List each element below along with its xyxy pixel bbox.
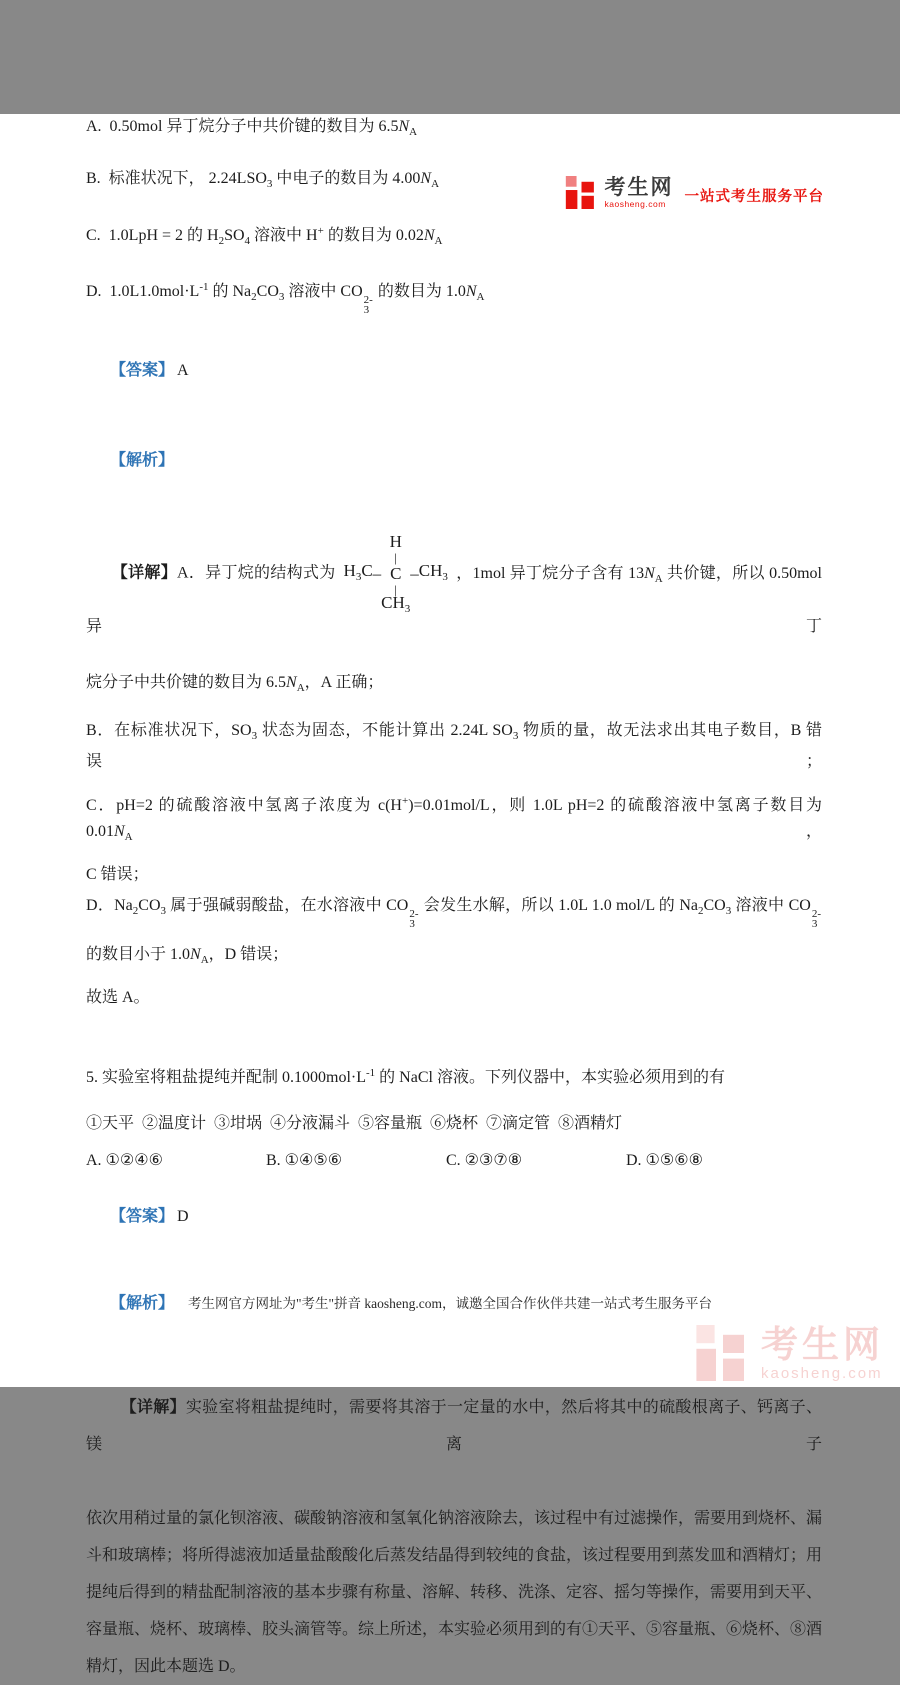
q4-detail-lineD2: 的数目小于 $1.0N_A$，D 错误； (86, 946, 289, 966)
q5-option-d: D. ①⑤⑥⑧ (626, 1152, 703, 1169)
brand-text (605, 177, 674, 209)
q4-detail-line2: 烷分子中共价键的数目为 $6.5N_A$，A 正确； (86, 674, 384, 694)
q5-detail-line-6: 精灯，因此本题选 D。 (86, 1658, 246, 1675)
isobutane-structural-formula (344, 534, 448, 614)
q5-detail-line-5: 容量瓶、烧杯、玻璃棒、胶头滴管等。综上所述，本实验必须用到的有①天平、⑤容量瓶、⑥烧杯、⑧酒 (86, 1621, 823, 1638)
brand-tagline: 一站式考生服务平台 (684, 189, 824, 205)
q5-options-row (86, 1148, 822, 1174)
analysis-label: 【解析】 (110, 452, 175, 469)
answer-label: 【答案】 (110, 1208, 175, 1225)
q5-detail (86, 1352, 822, 1685)
formula-bond-right: – (410, 564, 419, 583)
formula-bond-vertical-top: | (394, 550, 398, 565)
q4-detail-lineD: D．$Na_2CO_3$ 属于强碱弱酸盐，在水溶液中 CO 2- 3 会发生水解，所以 1.0L 1.0 mol/L 的 $Na_2CO_3$ 溶液中 CO 2- 3 (86, 897, 821, 930)
exam-page (0, 114, 900, 1675)
q4-detail-lineB: B．在标准状况下，$SO_3$ 状态为固态，不能计算出 2.24L $SO_3$ 物质的量，故无法求出其电子数目，B 错误； (86, 722, 822, 770)
formula-central-carbon: C (390, 564, 402, 583)
kaosheng-logo-icon (565, 176, 598, 209)
q4-answer-value: A (177, 362, 189, 379)
analysis-label: 【解析】 (110, 1295, 175, 1312)
q5-detail-line-2: 依次用稍过量的氯化钡溶液、碳酸钠溶液和氢氧化钠溶液除去，该过程中有过滤操作，需要用到烧杯、漏 (86, 1510, 823, 1527)
q4-answer-line (86, 332, 822, 410)
q4-detail-line1-prefix: A．异丁烷的结构式为 (177, 564, 336, 582)
watermark-name: 考生网 (761, 1323, 884, 1365)
q4-option-d: D. $1.0L1.0mol\cdot L^{-1}$ 的 $Na_2CO_3$ 溶液中 CO 2- 3 的数目为 $1.0N_A$ (86, 281, 485, 316)
q5-option-c: C. ②③⑦⑧ (446, 1152, 523, 1169)
q4-detail-line1 (86, 508, 826, 666)
site-logo (565, 176, 825, 209)
page-footer: 考生网官方网址为"考生"拼音 kaosheng.com，诚邀全国合作伙伴共建一站式考生服务平台 (187, 1296, 712, 1311)
q5-answer-value: D (177, 1208, 189, 1225)
brand-name: 考生网 (604, 175, 674, 199)
q5-items: ①天平 ②温度计 ③坩埚 ④分液漏斗 ⑤容量瓶 ⑥烧杯 ⑦滴定管 ⑧酒精灯 (86, 1115, 623, 1132)
detail-label: 【详解】 (120, 1399, 186, 1416)
kaosheng-watermark (695, 1325, 884, 1381)
formula-h3c-group: $H_3C$ (343, 561, 373, 583)
q4-detail-lineC2: C 错误； (86, 866, 149, 883)
q5-detail-line-4: 提纯后得到的精盐配制溶液的基本步骤有称量、溶解、转移、洗涤、定容、摇匀等操作，需要用到天平、 (86, 1584, 823, 1601)
q5-detail-line-1-text: 实验室将粗盐提纯时，需要将其溶于一定量的水中，然后将其中的硫酸根离子、钙离子、镁离子 (86, 1399, 822, 1453)
q5-option-b: B. ①④⑤⑥ (266, 1152, 343, 1169)
formula-bond-left: – (372, 564, 382, 583)
q4-detail-closing: 故选 A。 (86, 989, 150, 1006)
q5-stem: 5. 实验室将粗盐提纯并配制 $0.1000mol\cdot L^{-1}$ 的 NaCl 溶液。下列仪器中，本实验必须用到的有 (86, 1067, 725, 1086)
detail-label: 【详解】 (111, 564, 177, 582)
formula-h-top: H (389, 532, 402, 551)
formula-ch3-right-group: $CH_3$ (418, 561, 448, 583)
q4-detail-lineC: C．pH=2 的硫酸溶液中氢离子浓度为 c(H+)=0.01mol/L，则 1.0L pH=2 的硫酸溶液中氢离子数目为 $0.01N_A$， (86, 795, 826, 843)
q5-detail-line-3: 斗和玻璃棒；将所得滤液加适量盐酸酸化后蒸发结晶得到较纯的食盐，该过程要用到蒸发皿和酒精灯；用 (86, 1547, 823, 1564)
q5-option-a: A. ①②④⑥ (86, 1152, 163, 1169)
formula-ch3-bottom-group: $CH_3$ (381, 593, 411, 615)
q4-option-a: A. 0.50mol 异丁烷分子中共价键的数目为 $6.5N_A$ (86, 118, 418, 138)
document-body (0, 114, 900, 1685)
formula-bond-vertical-bottom: | (394, 582, 398, 597)
q5-answer-line (86, 1178, 822, 1256)
q4-detail-line1-suffix: ，1mol 异丁烷分子含有 $13N_A$ 共价键，所以 0.50mol 异丁 (86, 564, 826, 635)
q4-option-c: C. 1.0LpH = 2 的 $H_2SO_4$ 溶液中 H+ 的数目为 $0.02N_A$ (86, 225, 443, 247)
answer-label: 【答案】 (110, 362, 175, 379)
kaosheng-logo-icon-watermark (695, 1325, 751, 1381)
q4-option-b: B. 标准状况下， $2.24LSO_3$ 中电子的数目为 $4.00N_A$ (86, 170, 440, 190)
q4-analysis-line (86, 422, 822, 500)
brand-domain: kaosheng.com (604, 198, 666, 209)
watermark-text (761, 1323, 884, 1382)
watermark-domain: kaosheng.com (761, 1364, 883, 1382)
